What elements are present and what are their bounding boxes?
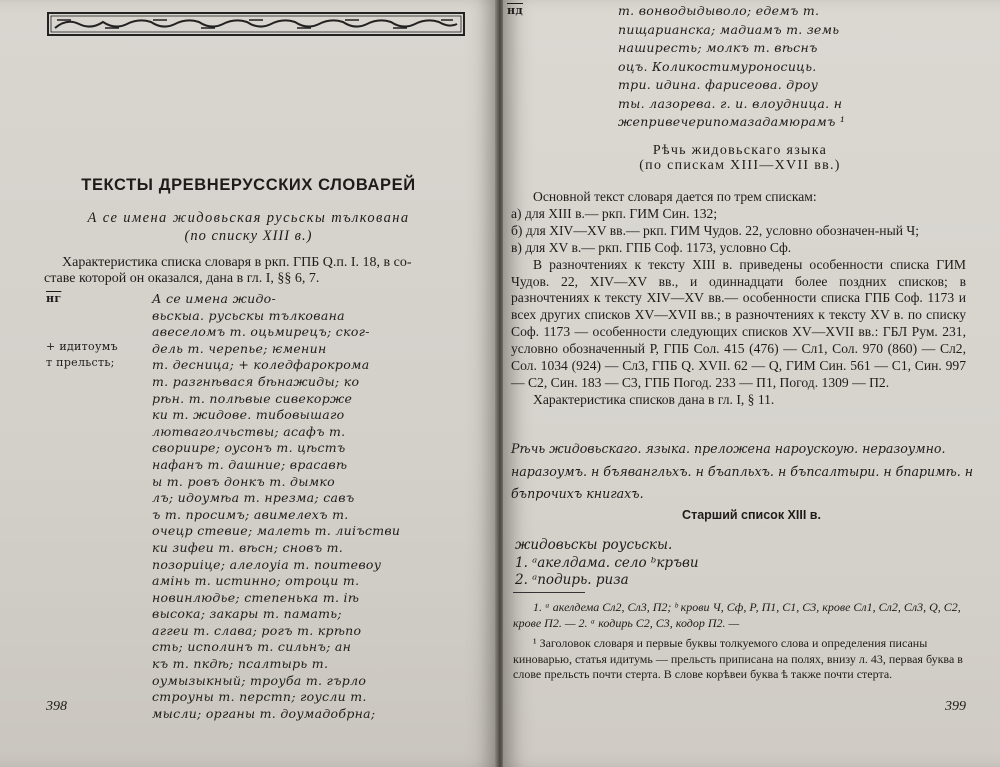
paragraph: В разночтениях к тексту XIII в. приведены особенности списка ГИМ Чудов. 22, XIV—XV вв., и одиннадцати более поздних списков; в разночтениях к тексту XIV—XV вв.— особенности списка ГПБ Соф. 1173 и всех других списков XV—XVII вв.; в разночтениях к тексту XV в. по списку Соф. 1173 — особенности следующих списков XV—XVII вв.: ГБЛ Рум. 231, условно обозначенный Р, ГПБ Сол. 415 (476) — Сл1, Сол. 970 (860) — Сл2, Сол. 1034 (924) — Сл3, ГПБ Q. XVII. 62 — Q, ГИМ Син. 561 — С1, Син. 997 — С2, Син. 183 — С3, ГПБ Погод. 233 — П1, Погод. 1309 — П2.: [511, 256, 966, 390]
text-line: оумызыкный; троуба т. гърло: [152, 672, 367, 688]
margin-note-2: т прельсть;: [46, 356, 115, 369]
text-line: высока; закары т. памать;: [152, 606, 342, 622]
text-line: позориіце; алелоуіа т. поитевоу: [152, 556, 382, 572]
section-heading: Старший список XIII в.: [682, 508, 821, 522]
list-item: а) для XIII в.— ркп. ГИМ Син. 132;: [511, 205, 718, 221]
text-line: т. десница; + коледфарокрома: [152, 357, 370, 373]
text-line: т. вонводыдыволо; едемъ т.: [618, 3, 820, 18]
text-line: къ т. пкдѣ; псалтырь т.: [152, 656, 329, 672]
text-line: авеселомъ т. оцьмирецъ; ског-: [152, 324, 370, 340]
paragraph: Характеристика списков дана в гл. I, § 11.: [533, 391, 775, 407]
text-line: А се имена жидо-: [152, 291, 277, 306]
text-line: ы т. ровъ донкъ т. дымко: [152, 473, 335, 489]
list-item: б) для XIV—XV вв.— ркп. ГИМ Чудов. 22, условно обозначен-ный Ч;: [511, 222, 919, 238]
left-page: [0, 0, 497, 767]
section-subtitle: (по спискам XIII—XVII вв.): [639, 158, 841, 173]
text-line: ъ т. просимъ; авимелехъ т.: [152, 506, 349, 522]
section-title: Рѣчь жидовьскаго языка: [652, 143, 828, 158]
text-line: аггеи т. слава; рогъ т. крѣпо: [152, 622, 362, 638]
text-line: сть; исполинъ т. сильнъ; ан: [152, 639, 352, 655]
text-line: амінь т. истинно; отроци т.: [152, 573, 360, 589]
page-number: 398: [46, 699, 67, 714]
subtitle-line-2: (по списку XIII в.): [184, 228, 313, 244]
text-line: пищарианска; мадиамъ т. земь: [618, 21, 840, 37]
intro-line-2: ставе которой он оказался, дана в гл. I, §§ 6, 7.: [44, 271, 320, 286]
slavonic-text-column: [152, 291, 400, 722]
page-title: ТЕКСТЫ ДРЕВНЕРУССКИХ СЛОВАРЕЙ: [81, 176, 416, 194]
text-line: очецр стевие; малеть т. лиіъстви: [152, 523, 401, 539]
subtitle-line-1: А се имена жидовьская русьскы тълкована: [87, 210, 410, 226]
text-line: оцъ. Коликостимуроносиць.: [618, 58, 817, 74]
list-item: в) для XV в.— ркп. ГПБ Соф. 1173, условно Сф.: [511, 239, 792, 255]
text-line: ты. лазорева. г. и. влоудница. н: [618, 95, 843, 111]
intro-line-1: Характеристика списка словаря в ркп. ГПБ Q.п. I. 18, в со-: [62, 255, 412, 270]
text-line: жепривечерипомазадамюрамъ ¹: [618, 114, 846, 129]
text-line: ки зифеи т. вѣсн; сновъ т.: [152, 539, 344, 555]
footnote: ¹ Заголовок словаря и первые буквы толкуемого слова и определения писаны киноварью, статья идитумь — прельсть приписана на полях, внизу л. 43, первая буква в слове прельсть почти стерта. В слове корѣвеи буква ѣ также почти стерта.: [513, 636, 963, 681]
text-line: дель т. черепье; ѥменин: [152, 340, 327, 356]
text-line: свориире; оусонъ т. цѣстъ: [152, 440, 346, 456]
editorial-text: [511, 189, 966, 409]
margin-note-1: + идитоумъ: [46, 340, 118, 353]
text-line: строуны т. перстп; гоусли т.: [152, 689, 367, 705]
list-intro: жидовьскы роусьскы.: [515, 537, 673, 553]
folio-mark: нд: [507, 4, 523, 17]
text-line: вьскыа. русьскы тълкована: [152, 307, 345, 323]
text-line: лъ; идоумѣа т. нрезма; савъ: [152, 490, 355, 506]
text-line: мысли; органы т. доумадобрна;: [152, 705, 376, 721]
text-line: наширесть; молкъ т. вѣснъ: [618, 40, 818, 55]
text-line: три. идина. фарисеова. дроу: [618, 77, 819, 92]
text-line: новинлюдье; степенька т. iѣ: [152, 589, 360, 605]
text-line: нафанъ т. дашние; врасавѣ: [152, 456, 348, 472]
text-line: лютваголчьствы; асафъ т.: [152, 423, 346, 439]
slavonic-heading-block: Рѣчь жидовьскаго. языка. преложена нароускоую. неразоумно. наразоумъ. н бъявангльхъ. н бъапльхъ. н бъпсалтыри. н бпаримѣ. н бъпрочихъ книгахъ.: [511, 441, 974, 501]
ornamental-border-decoration: [47, 12, 465, 36]
right-page: [503, 0, 1000, 767]
text-line: т. разгнѣвася бѣнажиды; ко: [152, 373, 360, 389]
folio-mark: нг: [46, 292, 62, 305]
text-line: рѣн. т. полѣвые сивекорже: [152, 390, 353, 406]
text-line: ки т. жидове. тибовышаго: [152, 407, 345, 423]
list-item: 1. ᵃакелдама. село ᵇкръви: [515, 554, 699, 571]
glossary-list: [515, 537, 699, 590]
para-lead: Основной текст словаря дается по трем спискам:: [533, 189, 817, 204]
list-item: 2. ᵃподирь. риза: [515, 572, 629, 588]
apparatus-notes: 1. ᵃ акелдема Сл2, Сл3, П2; ᵇ крови Ч, Сф, Р, П1, С1, С3, крове Сл1, Сл2, Сл3, Q, С2, крове П2. — 2. ᵃ кодирь С2, С3, кодор П2. —: [513, 600, 961, 630]
footnote-rule: [513, 592, 585, 593]
page-number: 399: [945, 699, 966, 714]
slavonic-text-continuation: [618, 2, 845, 132]
